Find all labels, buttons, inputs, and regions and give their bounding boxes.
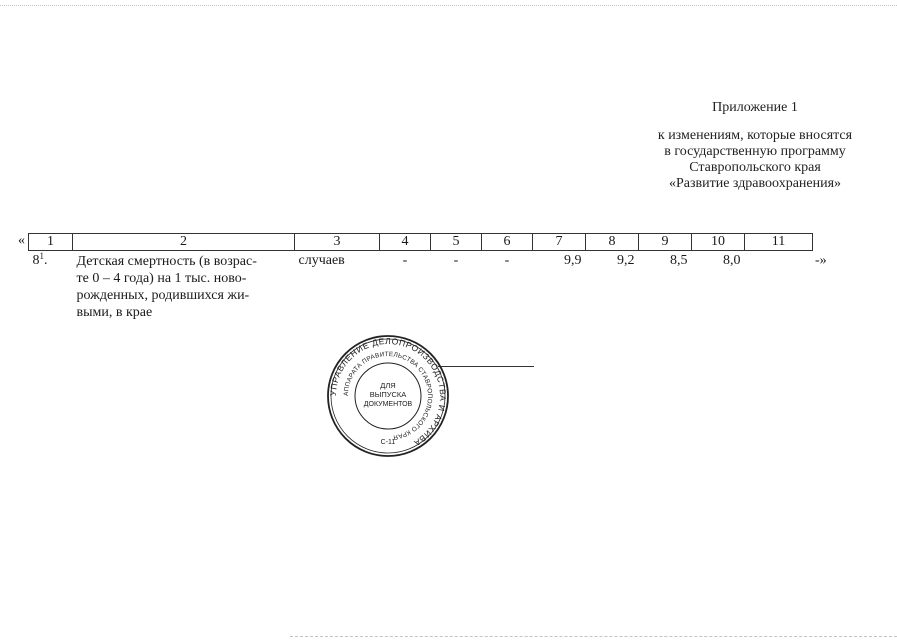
column-header: 4: [380, 234, 431, 251]
column-header: 6: [482, 234, 533, 251]
indicator-description-line: Детская смертность (в возрас-: [76, 254, 257, 269]
row-number: [29, 251, 73, 322]
row-number-suffix: .: [44, 253, 48, 268]
stamp-center-line: ВЫПУСКА: [369, 390, 407, 399]
indicator-description-line: рожденных, родившихся жи-: [76, 288, 250, 303]
row-number-superscript: 1: [39, 251, 44, 261]
value-cell-8: 9,2: [617, 253, 635, 268]
stamp-outer-text: УПРАВЛЕНИЕ ДЕЛОПРОИЗВОДСТВА И АРХИВА: [327, 335, 449, 449]
appendix-subtitle: [620, 128, 890, 192]
unit-cell: случаев: [298, 253, 345, 268]
value-cell-9: 8,5: [670, 253, 688, 268]
appendix-subtitle-line: в государственную программу: [664, 144, 846, 159]
value-cell-6: -: [504, 253, 510, 268]
column-header: 8: [586, 234, 639, 251]
value-cell-10: 8,0: [723, 253, 741, 268]
indicator-description-line: выми, в крае: [76, 305, 153, 320]
row-number-value: 8: [32, 253, 40, 268]
table-open-quote: «: [18, 233, 25, 248]
table-header-row: [29, 234, 813, 251]
column-header: 7: [533, 234, 586, 251]
column-header: 10: [692, 234, 745, 251]
scan-edge-top: [0, 5, 897, 6]
table-close-quote: -»: [815, 253, 827, 268]
value-cell-7: 9,9: [564, 253, 582, 268]
official-stamp: [326, 334, 450, 458]
value-cell-11: [745, 251, 813, 322]
stamp-center-line: ДЛЯ: [380, 381, 396, 390]
appendix-subtitle-line: Ставропольского края: [689, 160, 821, 175]
value-cell-5: -: [453, 253, 459, 268]
column-header: 1: [29, 234, 73, 251]
value-cell-4: -: [402, 253, 408, 268]
appendix-title: Приложение 1: [712, 100, 798, 115]
indicator-description-line: те 0 – 4 года) на 1 тыс. ново-: [76, 271, 247, 286]
column-header: 9: [639, 234, 692, 251]
column-header: 2: [73, 234, 295, 251]
column-header: 11: [745, 234, 813, 251]
scan-edge-bottom: [290, 636, 897, 637]
column-header: 5: [431, 234, 482, 251]
stamp-inner-text: АППАРАТА ПРАВИТЕЛЬСТВА СТАВРОПОЛЬСКОГО КРАЯ: [342, 350, 434, 441]
table-row: [29, 251, 813, 322]
indicator-table: [28, 233, 813, 321]
stamp-center-line: ДОКУМЕНТОВ: [363, 401, 413, 408]
stamp-code: С-11: [380, 439, 396, 446]
appendix-subtitle-line: «Развитие здравоохранения»: [668, 176, 842, 191]
signature-line: [438, 366, 534, 367]
indicator-description: [73, 251, 295, 322]
stamp-seal-icon: [326, 334, 450, 458]
appendix-subtitle-line: к изменениям, которые вносятся: [657, 128, 853, 143]
column-header: 3: [295, 234, 380, 251]
